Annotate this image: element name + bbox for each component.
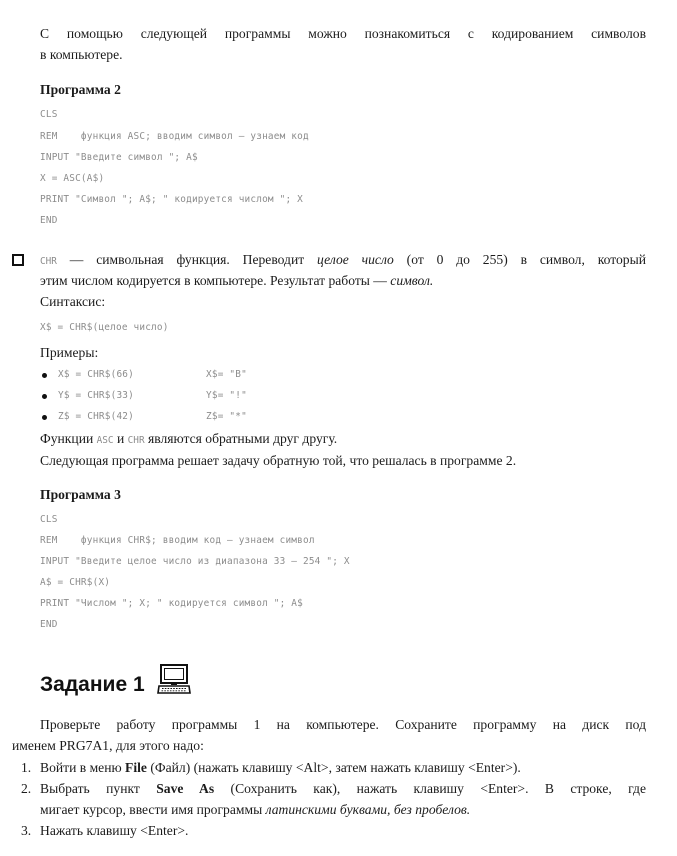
examples-label: Примеры:: [40, 345, 99, 360]
task-1-para-line-2: именем PRG7A1, для этого надо:: [12, 738, 204, 753]
program-3-line-4: A$ = CHR$(X): [40, 577, 111, 588]
intro-line-1: С помощью следующей программы можно познакомиться с кодированием символов: [40, 26, 646, 41]
program-3-line-1: CLS: [40, 514, 58, 525]
example-2-left: Y$ = CHR$(33): [58, 390, 134, 401]
step-2-text-line-2: мигает курсор, ввести имя программы латинскими буквами, без пробелов.: [40, 802, 471, 817]
step-3-number: 3.: [21, 823, 32, 838]
bullet-icon: [42, 415, 47, 420]
program-3-line-2: REM функция CHR$; вводим код — узнаем символ: [40, 535, 315, 546]
example-3-right: Z$= "*": [206, 411, 247, 422]
next-program-text: Следующая программа решает задачу обратную той, что решалась в программе 2.: [40, 453, 517, 468]
program-2-line-2: REM функция ASC; вводим символ — узнаем код: [40, 131, 309, 142]
task-1-title: Задание 1: [40, 673, 145, 696]
program-2-line-6: END: [40, 215, 58, 226]
example-2-right: Y$= "!": [206, 390, 247, 401]
program-2-line-5: PRINT "Символ "; A$; " кодируется числом "; X: [40, 194, 303, 205]
chr-description-line-1: CHR — символьная функция. Переводит целое число (от 0 до 255) в символ, который: [40, 252, 646, 267]
step-2-text-line-1: Выбрать пункт Save As (Сохранить как), нажать клавишу <Enter>. В строке, где: [40, 781, 646, 796]
chr-description-line-2: этим числом кодируется в компьютере. Результат работы — символ.: [40, 273, 434, 288]
computer-icon: [157, 664, 191, 694]
step-2-number: 2.: [21, 781, 32, 796]
step-1-text: Войти в меню File (Файл) (нажать клавишу <Alt>, затем нажать клавишу <Enter>).: [40, 760, 521, 775]
program-3-line-5: PRINT "Числом "; X; " кодируется символ "; A$: [40, 598, 303, 609]
chr-func-code: CHR: [40, 256, 57, 267]
example-1-left: X$ = CHR$(66): [58, 369, 134, 380]
program-2-line-4: X = ASC(A$): [40, 173, 105, 184]
step-3-text: Нажать клавишу <Enter>.: [40, 823, 189, 838]
program-2-line-1: CLS: [40, 109, 58, 120]
example-1-right: X$= "B": [206, 369, 247, 380]
example-3-left: Z$ = CHR$(42): [58, 411, 134, 422]
checkbox-bullet-icon: [12, 254, 24, 266]
program-2-line-3: INPUT "Введите символ "; A$: [40, 152, 198, 163]
program-3-line-3: INPUT "Введите целое число из диапазона 33 — 254 "; X: [40, 556, 350, 567]
program-2-title: Программа 2: [40, 82, 121, 97]
syntax-code: X$ = CHR$(целое число): [40, 322, 169, 333]
program-3-title: Программа 3: [40, 487, 121, 502]
intro-line-2: в компьютере.: [40, 47, 123, 62]
inverse-functions-text: Функции ASC и CHR являются обратными друг другу.: [40, 431, 338, 446]
step-1-number: 1.: [21, 760, 32, 775]
syntax-label: Синтаксис:: [40, 294, 106, 309]
bullet-icon: [42, 394, 47, 399]
task-1-para-line-1: Проверьте работу программы 1 на компьютере. Сохраните программу на диск под: [40, 717, 646, 732]
bullet-icon: [42, 373, 47, 378]
program-3-line-6: END: [40, 619, 58, 630]
